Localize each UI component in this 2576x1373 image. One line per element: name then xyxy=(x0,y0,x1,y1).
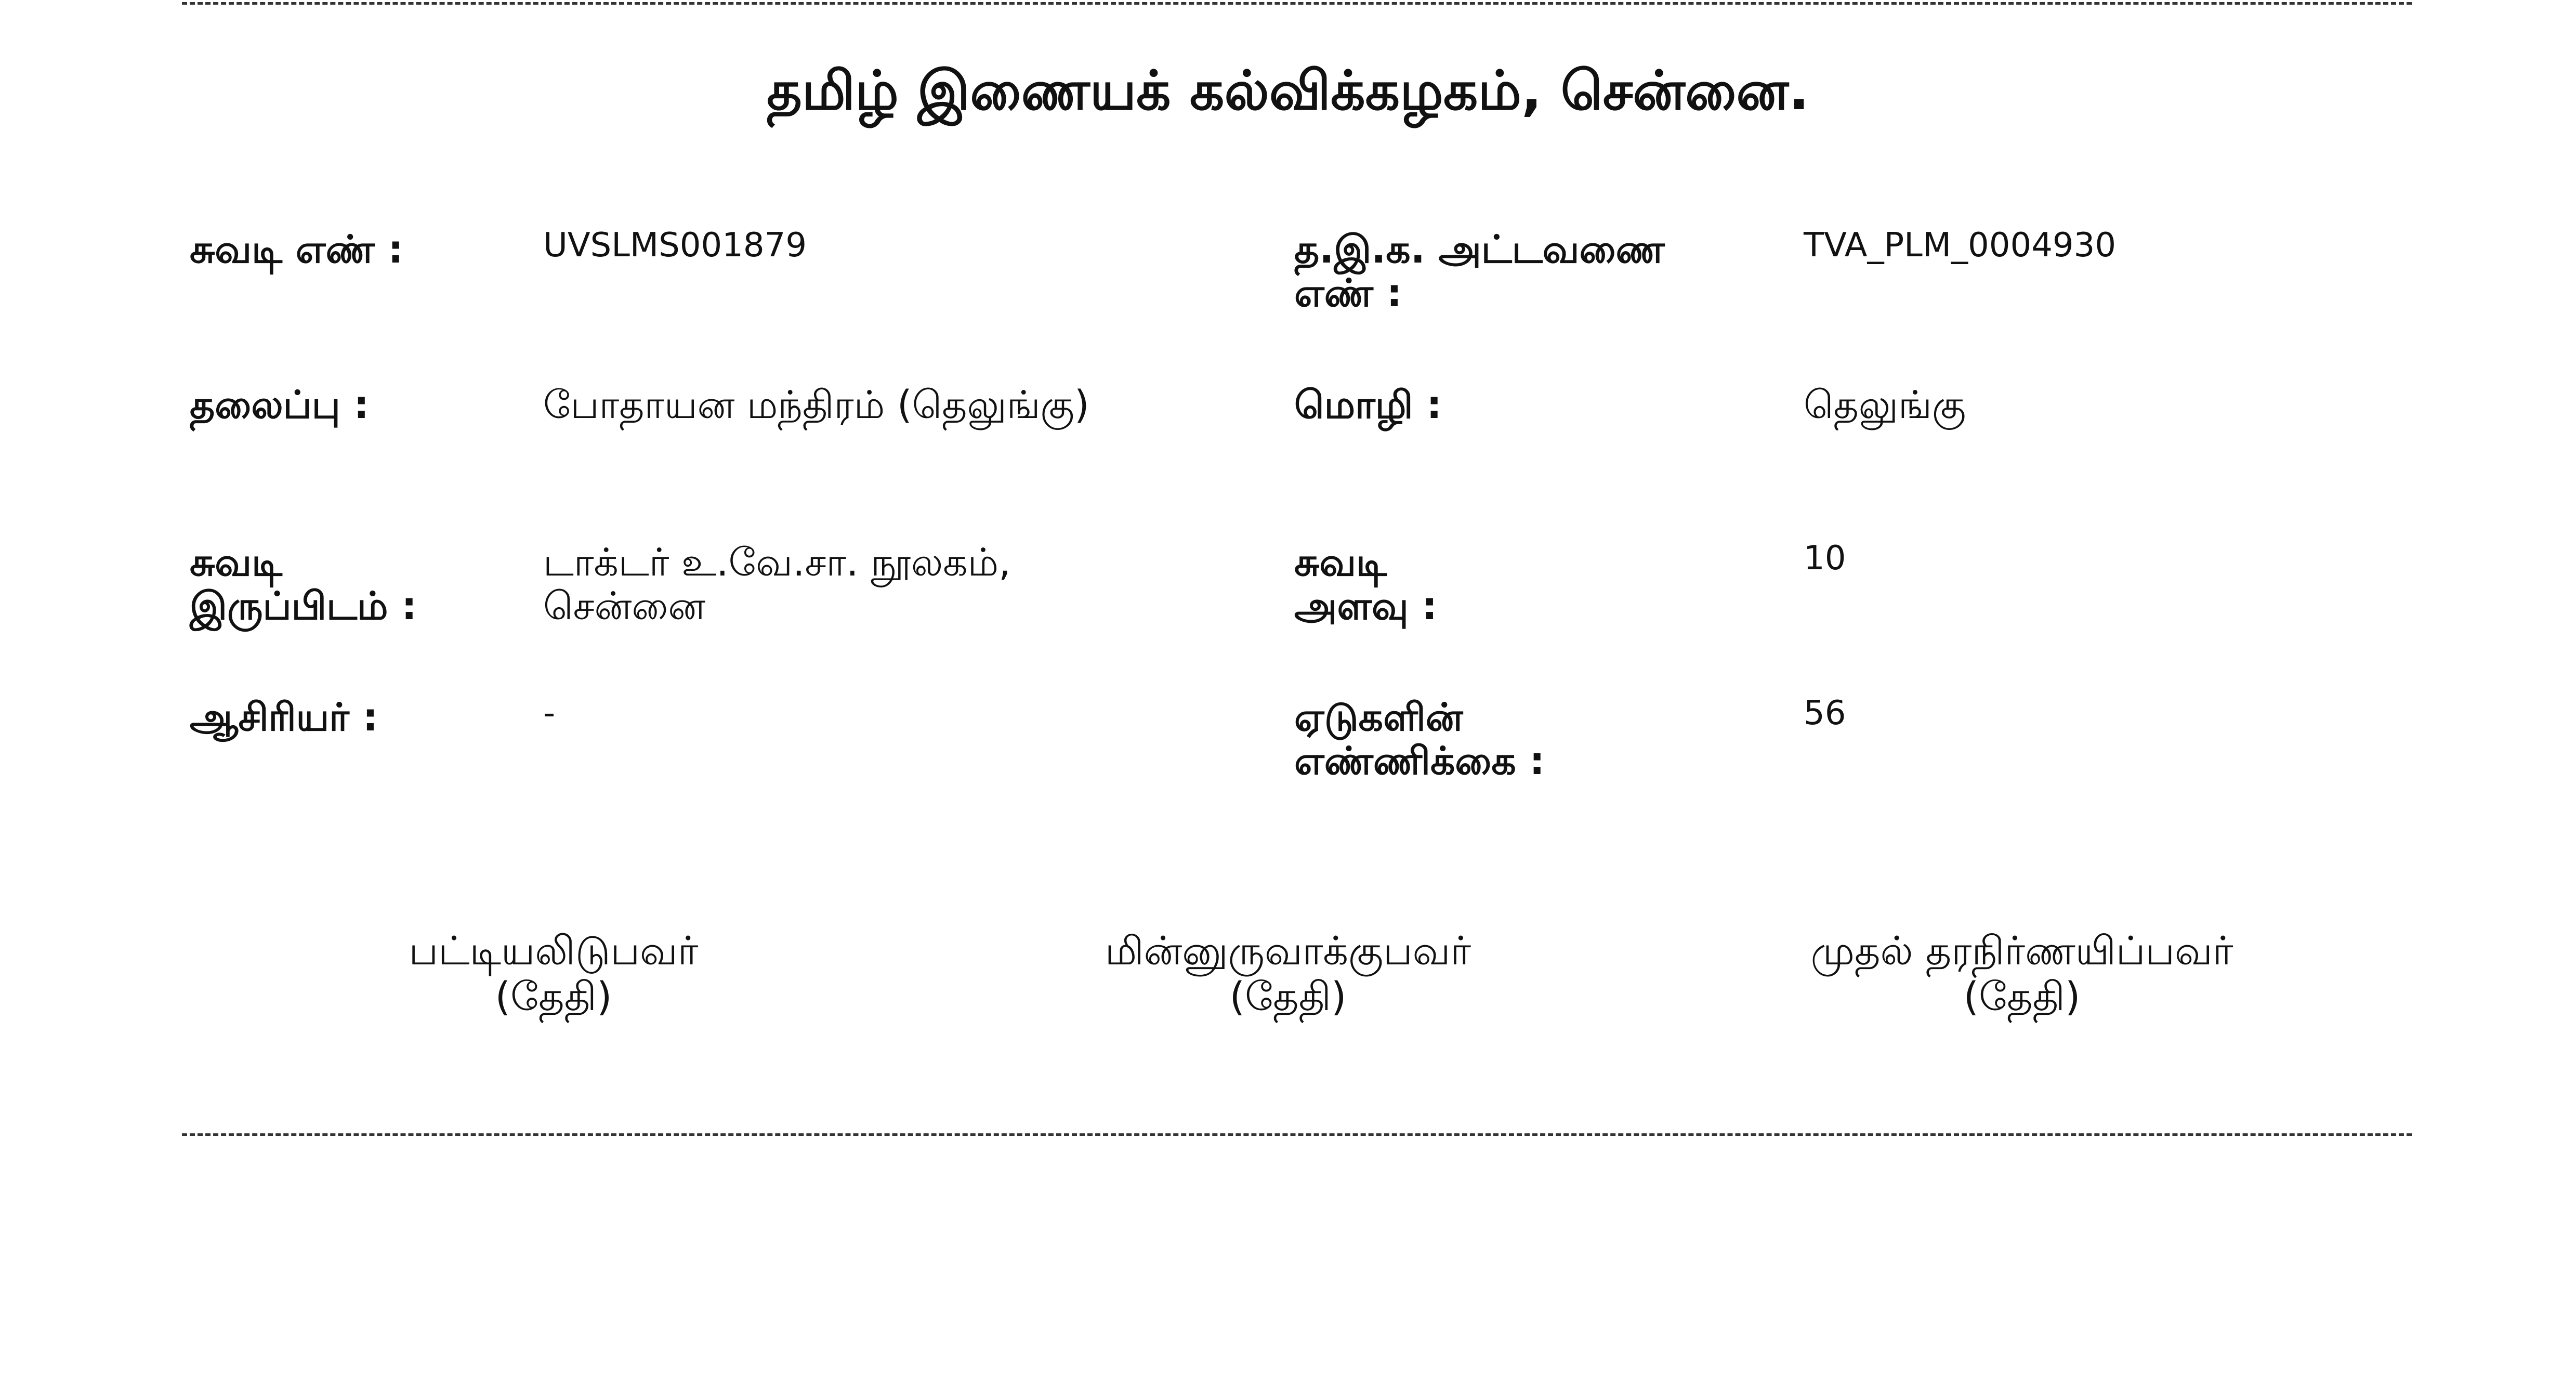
language-value: தெலுங்கு xyxy=(1804,383,1966,427)
location-value: டாக்டர் உ.வே.சா. நூலகம், சென்னை xyxy=(543,540,1011,629)
signature-role: முதல் தரநிர்ணயிப்பவர் xyxy=(1810,927,2233,974)
author-label: ஆசிரியர் : xyxy=(190,695,378,740)
document-title: தமிழ் இணையக் கல்விக்கழகம், சென்னை. xyxy=(767,59,1809,122)
signature-date: (தேதி) xyxy=(1229,973,1347,1019)
size-value: 10 xyxy=(1804,539,1846,578)
language-label: மொழி : xyxy=(1294,383,1442,427)
top-divider xyxy=(182,2,2412,5)
manuscript-no-value: UVSLMS001879 xyxy=(543,226,807,265)
leaf-count-label: ஏடுகளின் எண்ணிக்கை : xyxy=(1294,695,1545,783)
size-label: சுவடி அளவு : xyxy=(1294,540,1438,629)
title-value: போதாயன மந்திரம் (தெலுங்கு) xyxy=(543,383,1089,427)
signature-cataloguer xyxy=(216,928,891,1019)
author-value: - xyxy=(543,694,556,733)
location-label: சுவடி இருப்பிடம் : xyxy=(190,540,417,629)
catalogue-no-value: TVA_PLM_0004930 xyxy=(1804,226,2117,265)
signature-digitizer xyxy=(950,928,1626,1019)
signature-date: (தேதி) xyxy=(1963,973,2081,1019)
leaf-count-value: 56 xyxy=(1804,694,1846,733)
bottom-divider xyxy=(182,1133,2412,1136)
title-label: தலைப்பு : xyxy=(190,383,370,427)
manuscript-no-label: சுவடி எண் : xyxy=(190,227,404,272)
signature-qa xyxy=(1684,928,2360,1019)
signature-date: (தேதி) xyxy=(495,973,612,1019)
signature-role: மின்னுருவாக்குபவர் xyxy=(1105,927,1471,974)
signature-role: பட்டியலிடுபவர் xyxy=(409,927,699,974)
catalogue-no-label: த.இ.க. அட்டவணை எண் : xyxy=(1294,227,1665,316)
